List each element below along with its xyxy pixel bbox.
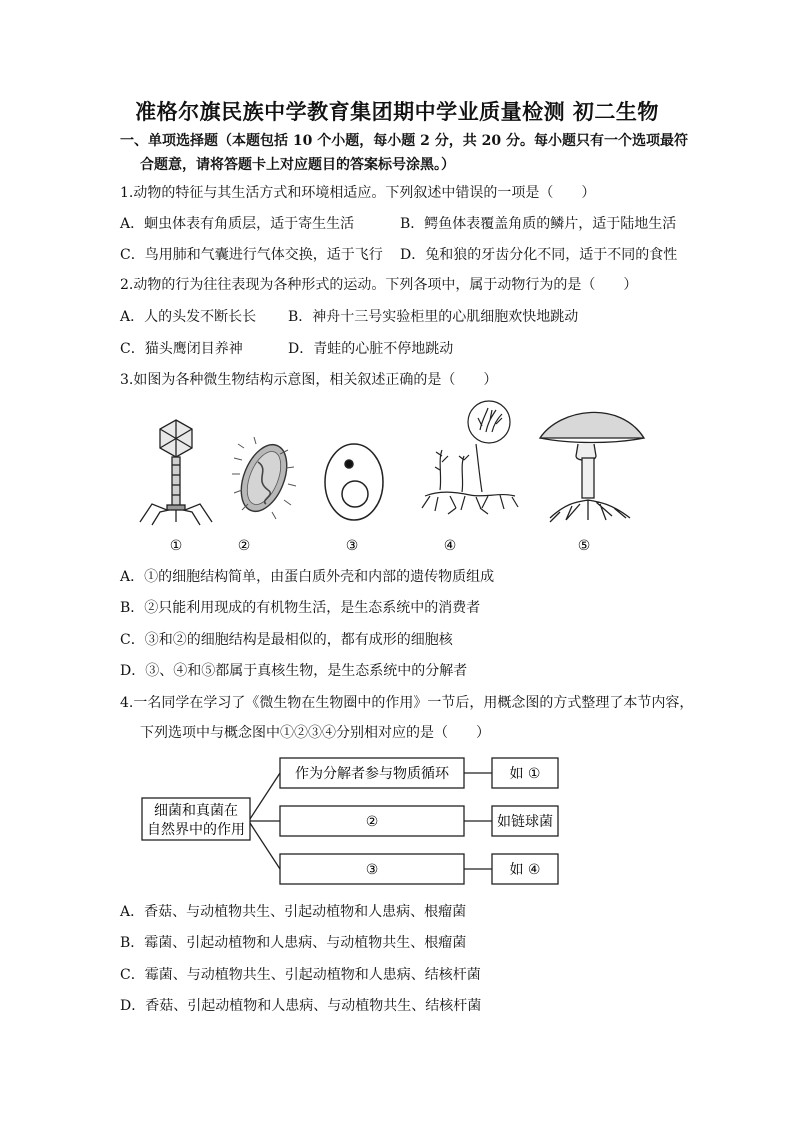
concept-root-line2: 自然界中的作用 [147,822,245,838]
concept-example-3: 如 ④ [509,862,541,878]
q2-option-a[interactable]: A．人的头发不断长长 [120,309,257,325]
q2-stem: 2.动物的行为往往表现为各种形式的运动。下列各项中，属于动物行为的是（ ） [120,277,638,293]
page-title: 准格尔旗民族中学教育集团期中学业质量检测 初二生物 [135,99,659,124]
concept-map [138,750,568,890]
q4-option-a[interactable]: A．香菇、与动植物共生、引起动植物和人患病、根瘤菌 [120,904,467,920]
q3-option-a[interactable]: A．①的细胞结构简单，由蛋白质外壳和内部的遗传物质组成 [120,569,495,585]
bacteriophage-illustration [140,420,212,525]
q2-option-d[interactable]: D．青蛙的心脏不停地跳动 [288,341,454,357]
concept-example-2: 如链球菌 [497,814,553,830]
concept-example-1: 如 ① [509,766,541,782]
q2-option-c[interactable]: C．猫头鹰闭目养神 [120,341,243,357]
bacterium-illustration [232,437,296,519]
q2-option-b[interactable]: B．神舟十三号实验柜里的心肌细胞欢快地跳动 [288,309,579,325]
figure-label-2: ② [237,538,251,554]
q4-stem-line2: 下列选项中与概念图中①②③④分别相对应的是（ ） [140,725,490,741]
q3-option-c[interactable]: C．③和②的细胞结构是最相似的，都有成形的细胞核 [120,632,453,648]
figure-label-3: ③ [345,538,359,554]
section-heading-line2: 合题意，请将答题卡上对应题目的答案标号涂黑。） [140,157,455,173]
yeast-cell-illustration [325,444,383,520]
q3-option-d[interactable]: D．③、④和⑤都属于真核生物，是生态系统中的分解者 [120,663,468,679]
figure-label-1: ① [169,538,183,554]
concept-box-1: 作为分解者参与物质循环 [295,766,449,782]
q3-stem: 3.如图为各种微生物结构示意图，相关叙述正确的是（ ） [120,372,498,388]
q1-option-d[interactable]: D．兔和狼的牙齿分化不同，适于不同的食性 [400,247,678,263]
figure-label-4: ④ [443,538,457,554]
mushroom-illustration [540,412,644,522]
mold-illustration [422,401,518,514]
section-heading-line1: 一、单项选择题（本题包括 10 个小题，每小题 2 分，共 20 分。每小题只有一个选项最符 [120,133,688,149]
q1-option-a[interactable]: A．蛔虫体表有角质层，适于寄生生活 [120,216,355,232]
figure-label-5: ⑤ [577,538,591,554]
microbe-figure [120,400,680,560]
q4-option-c[interactable]: C．霉菌、与动植物共生、引起动植物和人患病、结核杆菌 [120,967,481,983]
concept-root-line1: 细菌和真菌在 [154,803,238,819]
concept-box-3: ③ [365,862,379,878]
q1-option-c[interactable]: C．鸟用肺和气囊进行气体交换，适于飞行 [120,247,383,263]
q4-option-b[interactable]: B．霉菌、引起动植物和人患病、与动植物共生、根瘤菌 [120,935,467,951]
q4-stem-line1: 4.一名同学在学习了《微生物在生物圈中的作用》一节后，用概念图的方式整理了本节内容， [120,695,694,711]
q3-option-b[interactable]: B．②只能利用现成的有机物生活，是生态系统中的消费者 [120,600,481,616]
q1-stem: 1.动物的特征与其生活方式和环境相适应。下列叙述中错误的一项是（ ） [120,185,596,201]
concept-box-2: ② [365,814,379,830]
q4-option-d[interactable]: D．香菇、引起动植物和人患病、与动植物共生、结核杆菌 [120,998,482,1014]
q1-option-b[interactable]: B．鳄鱼体表覆盖角质的鳞片，适于陆地生活 [400,216,677,232]
